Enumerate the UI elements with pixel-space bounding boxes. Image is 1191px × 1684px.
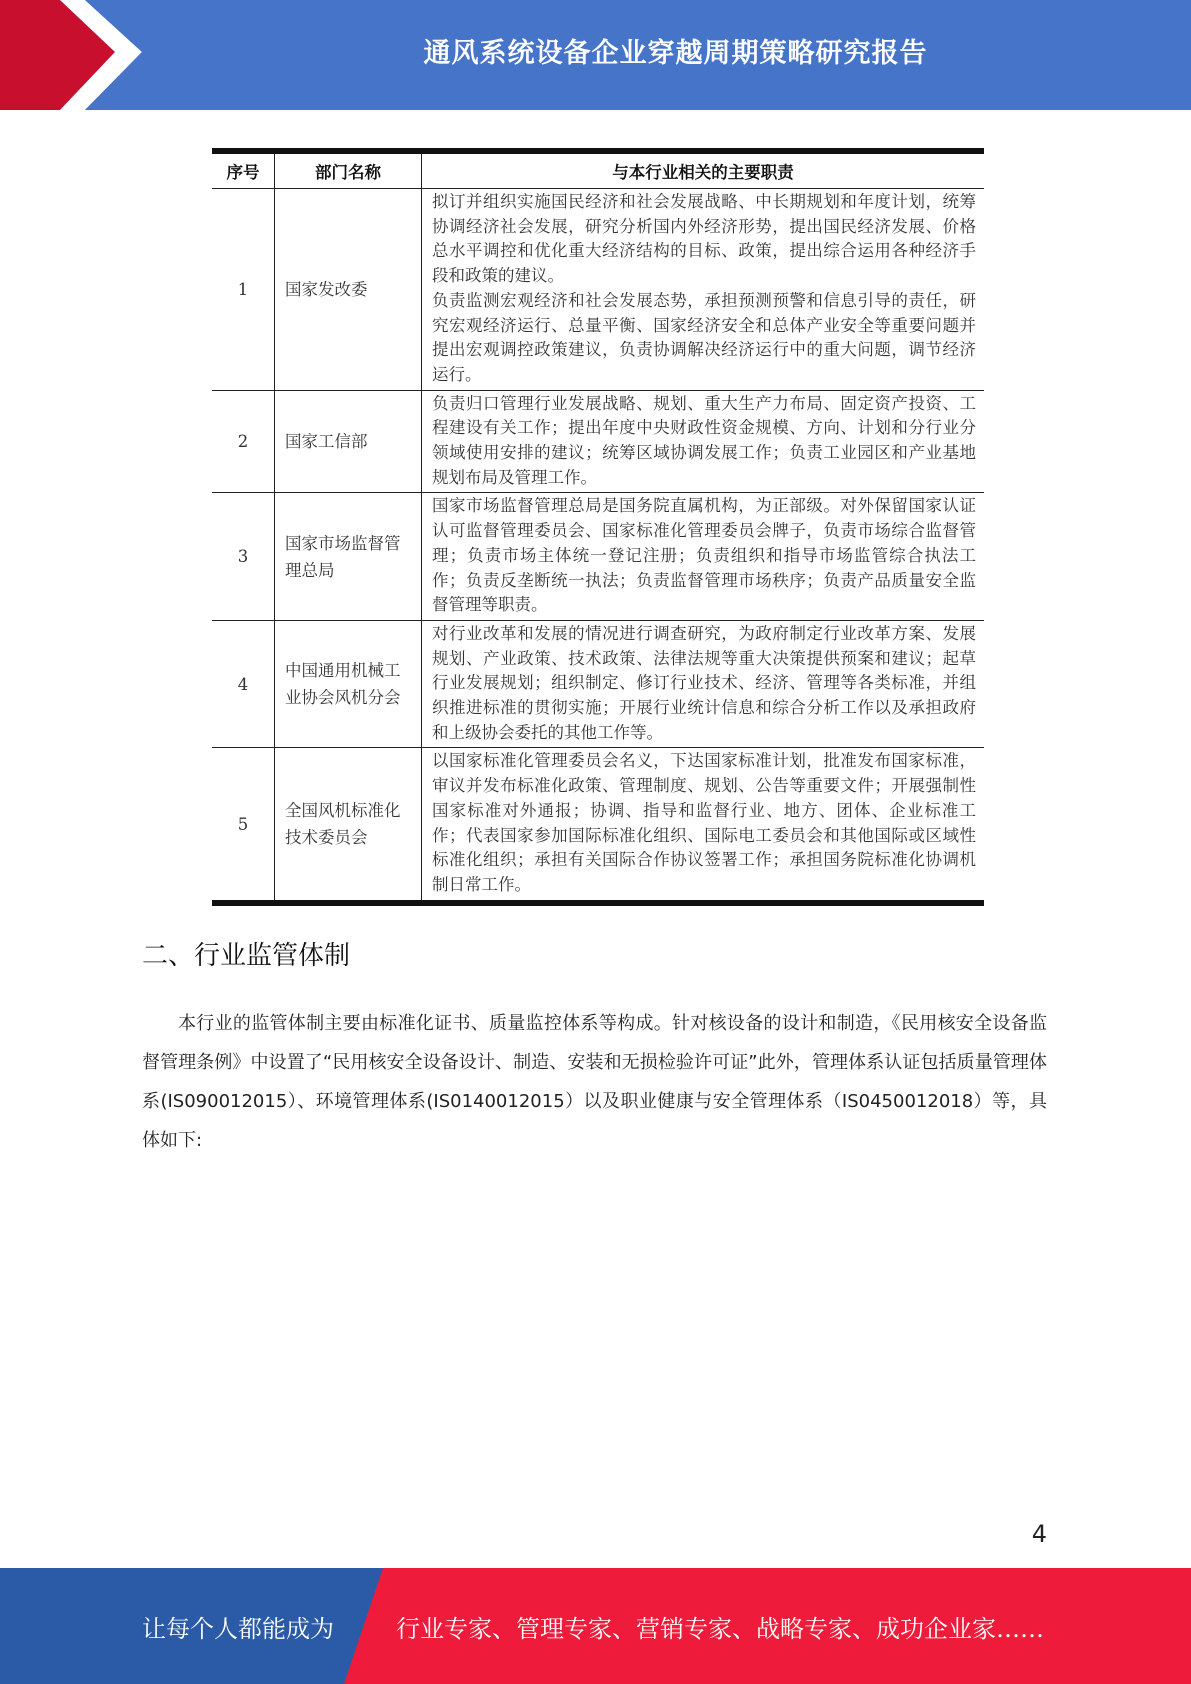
header-chevron-decoration [0, 0, 160, 110]
department-duties [422, 189, 985, 391]
table-row [212, 390, 984, 493]
footer-slogan-left: 让每个人都能成为 [142, 1614, 334, 1643]
department-name: 国家工信部 [275, 390, 422, 493]
footer-slogan-right: 行业专家、管理专家、营销专家、战略专家、成功企业家…… [396, 1614, 1044, 1643]
row-number: 1 [212, 189, 275, 391]
column-header-dept: 部门名称 [275, 151, 422, 189]
department-name: 国家发改委 [275, 189, 422, 391]
column-header-duties: 与本行业相关的主要职责 [422, 151, 985, 189]
section-heading: 二、行业监管体制 [142, 941, 351, 971]
department-name: 全国风机标准化技术委员会 [275, 748, 422, 903]
row-number: 4 [212, 620, 275, 748]
duties-paragraph: 负责监测宏观经济和社会发展态势，承担预测预警和信息引导的责任，研究宏观经济运行、总量平衡、国家经济安全和总体产业安全等重要问题并提出宏观调控政策建议，负责协调解决经济运行中的重大问题，调节经济运行。 [432, 290, 976, 384]
department-table-container [212, 148, 984, 906]
duties-paragraph: 拟订并组织实施国民经济和社会发展战略、中长期规划和年度计划，统筹协调经济社会发展，研究分析国内外经济形势，提出国民经济发展、价格总水平调控和优化重大经济结构的目标、政策，提出综合运用各种经济手段和政策的建议。 [432, 192, 976, 286]
row-number: 3 [212, 493, 275, 621]
footer-band [0, 1568, 1191, 1684]
department-duties: 国家市场监督管理总局是国务院直属机构，为正部级。对外保留国家认证认可监督管理委员会、国家标准化管理委员会牌子，负责市场综合监督管理；负责市场主体统一登记注册；负责组织和指导市场监管综合执法工作；负责反垄断统一执法；负责监督管理市场秩序；负责产品质量安全监督管理等职责。 [422, 493, 985, 621]
department-duties: 对行业改革和发展的情况进行调查研究，为政府制定行业改革方案、发展规划、产业政策、技术政策、法律法规等重大决策提供预案和建议；起草行业发展规划；组织制定、修订行业技术、经济、管理等各类标准，并组织推进标准的贯彻实施；开展行业统计信息和综合分析工作以及承担政府和上级协会委托的其他工作等。 [422, 620, 985, 748]
department-name: 国家市场监督管理总局 [275, 493, 422, 621]
section-paragraph: 本行业的监管体制主要由标准化证书、质量监控体系等构成。针对核设备的设计和制造，《民用核安全设备监督管理条例》中设置了“民用核安全设备设计、制造、安装和无损检验许可证”此外，管理体系认证包括质量管理体系(IS090012015）、环境管理体系(IS0140012015）以及职业健康与安全管理体系（IS0450012018）等，具体如下: [142, 1013, 1047, 1151]
table-row [212, 748, 984, 903]
row-number: 2 [212, 390, 275, 493]
header-band [0, 0, 1191, 110]
department-duties: 负责归口管理行业发展战略、规划、重大生产力布局、固定资产投资、工程建设有关工作；提出年度中央财政性资金规模、方向、计划和分行业分领域使用安排的建议；统筹区域协调发展工作；负责工业园区和产业基地规划布局及管理工作。 [422, 390, 985, 493]
row-number: 5 [212, 748, 275, 903]
department-name: 中国通用机械工业协会风机分会 [275, 620, 422, 748]
department-duties: 以国家标准化管理委员会名义，下达国家标准计划，批准发布国家标准，审议并发布标准化政策、管理制度、规划、公告等重要文件；开展强制性国家标准对外通报；协调、指导和监督行业、地方、团体、企业标准工作；代表国家参加国际标准化组织、国际电工委员会和其他国际或区域性标准化组织；承担有关国际合作协议签署工作；承担国务院标准化协调机制日常工作。 [422, 748, 985, 903]
department-duties-table [212, 148, 984, 906]
column-header-no: 序号 [212, 151, 275, 189]
table-header-row [212, 151, 984, 189]
report-title: 通风系统设备企业穿越周期策略研究报告 [423, 37, 928, 69]
page-number: 4 [1031, 1520, 1047, 1548]
table-row [212, 620, 984, 748]
table-row [212, 189, 984, 391]
table-row [212, 493, 984, 621]
